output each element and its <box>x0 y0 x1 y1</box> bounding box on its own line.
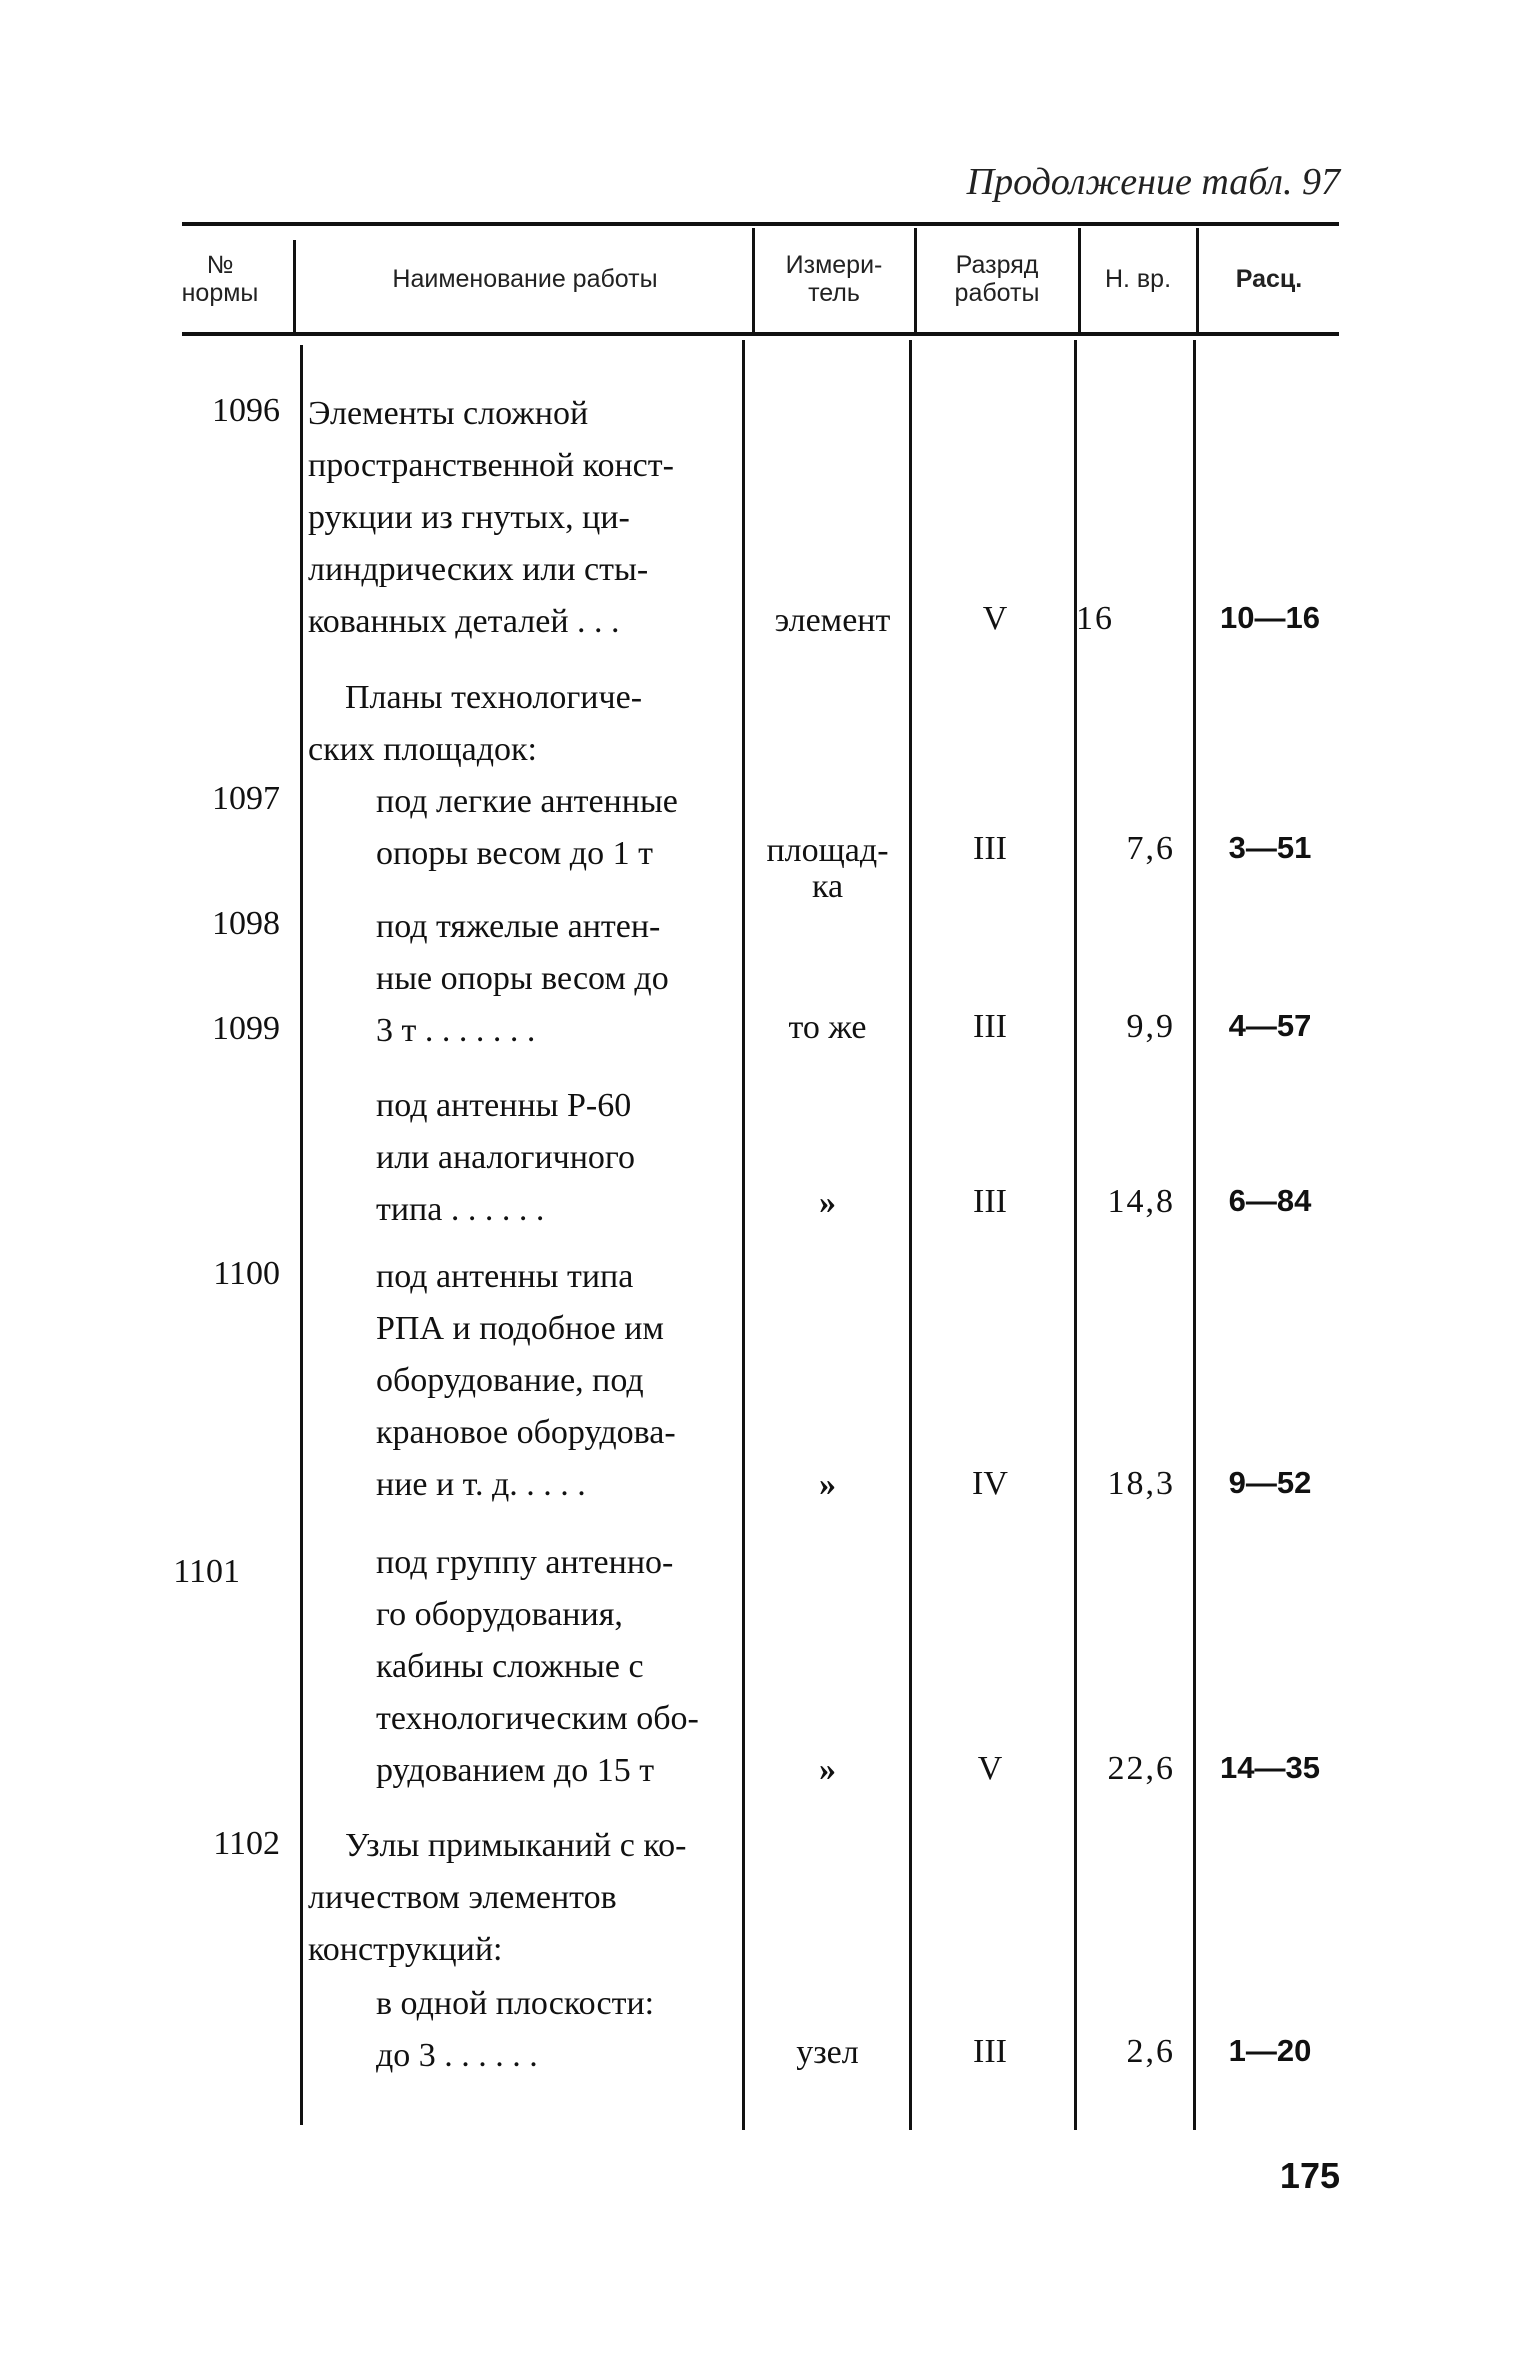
unit-cell: то же <box>788 1009 867 1046</box>
grade-cell: V <box>977 1750 1003 1787</box>
norm-number: 1102 <box>213 1825 280 1862</box>
header-norm: № нормы <box>181 251 259 307</box>
body-divider <box>1193 340 1196 2130</box>
grade-cell: III <box>973 1183 1007 1220</box>
work-name: Элементы сложной пространственной конст- рукции из гнутых, ци- линдрических или сты- кованных деталей . . . <box>308 395 674 640</box>
table-caption: Продолжение табл. 97 <box>966 161 1340 203</box>
work-name: под антенны типа РПА и подобное им оборудование, под крановое оборудова- ние и т. д. . . . . <box>376 1258 676 1503</box>
header-bottom-rule <box>182 332 1339 336</box>
rate-cell: 3—51 <box>1228 830 1312 865</box>
unit-cell: » <box>819 1184 836 1221</box>
norm-number: 1098 <box>212 905 280 942</box>
work-name: под антенны Р-60 или аналогичного типа . . . . . . <box>376 1087 636 1228</box>
rate-cell: 1—20 <box>1228 2033 1312 2068</box>
time-cell: 7,6 <box>1126 830 1175 867</box>
work-name: 3 т . . . . . . . <box>376 1012 536 1049</box>
body-divider <box>742 340 745 2130</box>
work-name: под тяжелые антен- ные опоры весом до <box>376 908 669 997</box>
rate-cell: 9—52 <box>1228 1465 1312 1500</box>
norm-number: 1097 <box>212 780 280 817</box>
norm-number: 1100 <box>213 1255 280 1292</box>
time-cell: 9,9 <box>1126 1008 1175 1045</box>
page-number: 175 <box>1279 2155 1340 2196</box>
work-name: Планы технологиче- ских площадок: <box>308 679 643 768</box>
grade-cell: III <box>973 830 1007 867</box>
rate-cell: 14—35 <box>1220 1750 1320 1785</box>
body-divider <box>300 345 303 2125</box>
unit-cell: » <box>819 1466 836 1503</box>
header-divider <box>293 240 296 332</box>
time-cell: 22,6 <box>1107 1750 1175 1787</box>
header-time: Н. вр. <box>1104 265 1172 293</box>
unit-cell: узел <box>796 2034 859 2071</box>
header-unit: Измери- тель <box>785 251 883 307</box>
work-name: в одной плоскости: до 3 . . . . . . <box>376 1985 655 2074</box>
grade-cell: V <box>982 600 1008 637</box>
work-name: под легкие антенные опоры весом до 1 т <box>376 783 678 872</box>
rate-cell: 6—84 <box>1228 1183 1312 1218</box>
norm-number: 1099 <box>212 1010 280 1047</box>
rate-cell: 4—57 <box>1228 1008 1312 1043</box>
work-name: Узлы примыканий с ко- личеством элементов конструкций: <box>308 1827 687 1968</box>
unit-cell: элемент <box>774 602 891 639</box>
grade-cell: III <box>973 2033 1007 2070</box>
grade-cell: III <box>973 1008 1007 1045</box>
norm-number: 1096 <box>212 392 280 429</box>
header-rate: Расц. <box>1235 265 1303 293</box>
rate-cell: 10—16 <box>1220 600 1320 635</box>
time-cell: 18,3 <box>1107 1465 1175 1502</box>
time-cell: 14,8 <box>1107 1183 1175 1220</box>
unit-cell: » <box>819 1751 836 1788</box>
header-grade: Разряд работы <box>954 251 1040 307</box>
time-cell: 2,6 <box>1126 2033 1175 2070</box>
grade-cell: IV <box>972 1465 1008 1502</box>
time-cell: 16 <box>1076 600 1114 637</box>
work-name: под группу антенно- го оборудования, кабины сложные с технологическим обо- рудованием до 15 т <box>376 1544 699 1789</box>
norm-number: 1101 <box>173 1553 240 1590</box>
header-name: Наименование работы <box>392 265 658 293</box>
unit-cell: площад- ка <box>766 832 889 905</box>
